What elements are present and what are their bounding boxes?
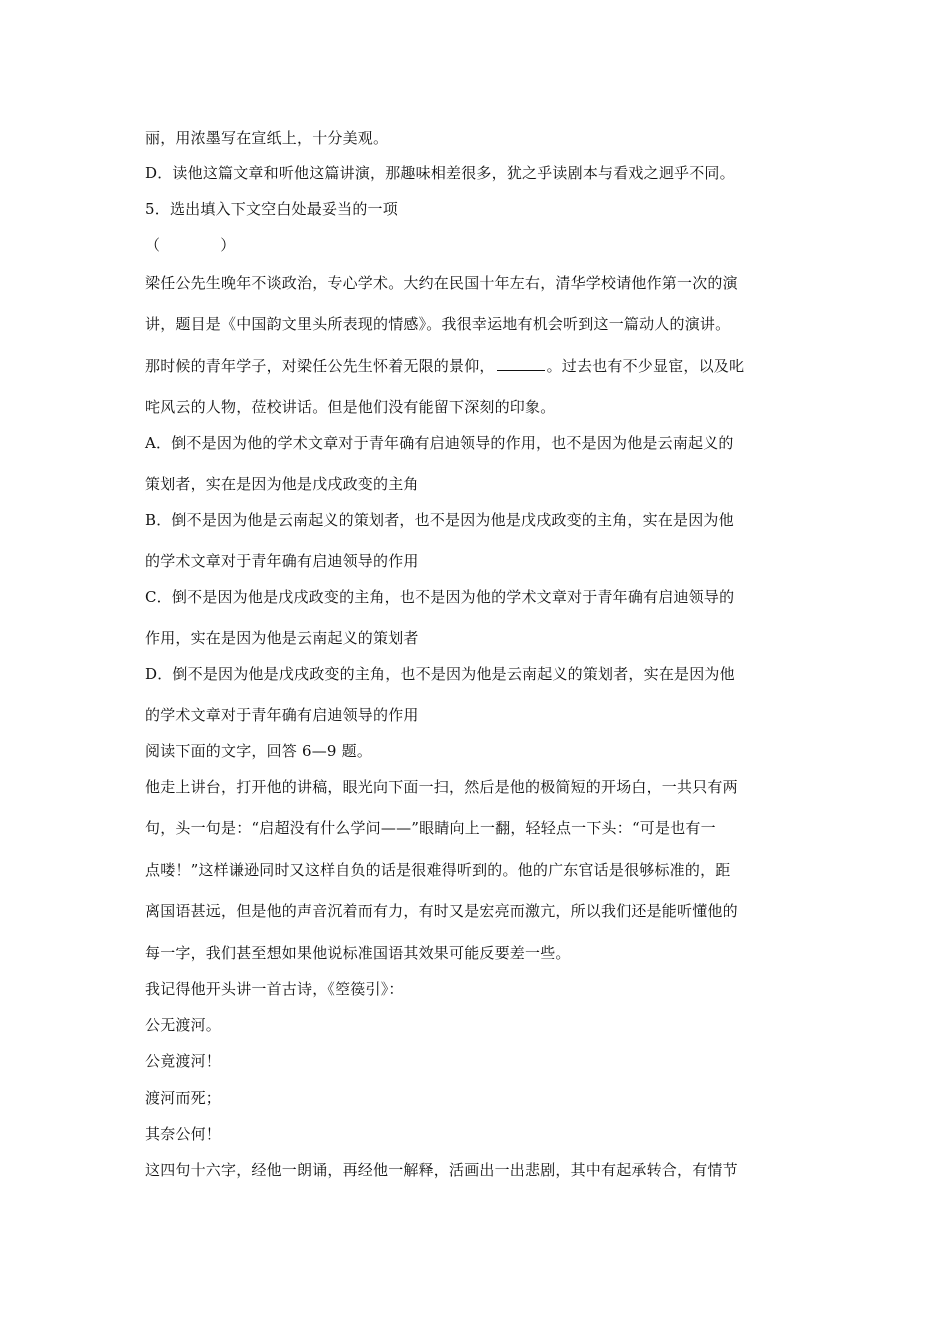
option-b-line: 的学术文章对于青年确有启迪领导的作用 [145,552,419,570]
passage-line: 我记得他开头讲一首古诗，《箜篌引》： [145,980,404,998]
passage-line: 他走上讲台，打开他的讲稿，眼光向下面一扫，然后是他的极简短的开场白，一共只有两 [145,778,738,796]
paren-close: ） [220,236,236,254]
passage-text-before-blank: 那时候的青年学子，对梁任公先生怀着无限的景仰， [145,357,495,375]
poem-line: 其奈公何！ [145,1125,222,1143]
text-line: 丽，用浓墨写在宣纸上，十分美观。 [145,129,389,147]
option-c-line: C．倒不是因为他是戊戌政变的主角，也不是因为他的学术文章对于青年确有启迪领导的 [145,588,735,606]
poem-line: 公无渡河。 [145,1016,222,1034]
passage-line: 离国语甚远，但是他的声音沉着而有力，有时又是宏亮而激亢，所以我们还是能听懂他的 [145,902,738,920]
passage-line: 讲，题目是《中国韵文里头所表现的情感》。我很幸运地有机会听到这一篇动人的演讲。 [145,315,731,333]
option-d-line: 的学术文章对于青年确有启迪领导的作用 [145,706,419,724]
option-d-line: D．读他这篇文章和听他这篇讲演，那趣味相差很多，犹之乎读剧本与看戏之迥乎不同。 [145,164,735,182]
answer-parentheses [145,235,815,255]
fill-in-blank [497,356,545,371]
paren-open: （ [145,236,161,254]
reading-instruction: 阅读下面的文字，回答 6—9 题。 [145,742,373,760]
passage-line: 句，头一句是：“启超没有什么学问——”眼睛向上一翻，轻轻点一下头：“可是也有一 [145,819,716,837]
passage-line: 点喽！”这样谦逊同时又这样自负的话是很难得听到的。他的广东官话是很够标准的，距 [145,861,731,879]
passage-line: 这四句十六字，经他一朗诵，再经他一解释，活画出一出悲剧，其中有起承转合，有情节 [145,1161,738,1179]
option-d-line: D．倒不是因为他是戊戌政变的主角，也不是因为他是云南起义的策划者，实在是因为他 [145,665,735,683]
passage-line: 咤风云的人物，莅校讲话。但是他们没有能留下深刻的印象。 [145,398,556,416]
passage-line-with-blank [145,356,815,376]
poem-line: 渡河而死； [145,1089,222,1107]
question-5-title: 5．选出填入下文空白处最妥当的一项 [145,200,398,218]
option-a-line: 策划者，实在是因为他是戊戌政变的主角 [145,475,419,493]
option-b-line: B．倒不是因为他是云南起义的策划者，也不是因为他是戊戌政变的主角，实在是因为他 [145,511,734,529]
option-a-line: A．倒不是因为他的学术文章对于青年确有启迪领导的作用，也不是因为他是云南起义的 [145,434,734,452]
option-c-line: 作用，实在是因为他是云南起义的策划者 [145,629,419,647]
passage-line: 每一字，我们甚至想如果他说标准国语其效果可能反要差一些。 [145,944,571,962]
poem-line: 公竟渡河！ [145,1052,222,1070]
passage-text-after-blank: 。过去也有不少显宦，以及叱 [546,357,745,375]
passage-line: 梁任公先生晚年不谈政治，专心学术。大约在民国十年左右，清华学校请他作第一次的演 [145,274,738,292]
